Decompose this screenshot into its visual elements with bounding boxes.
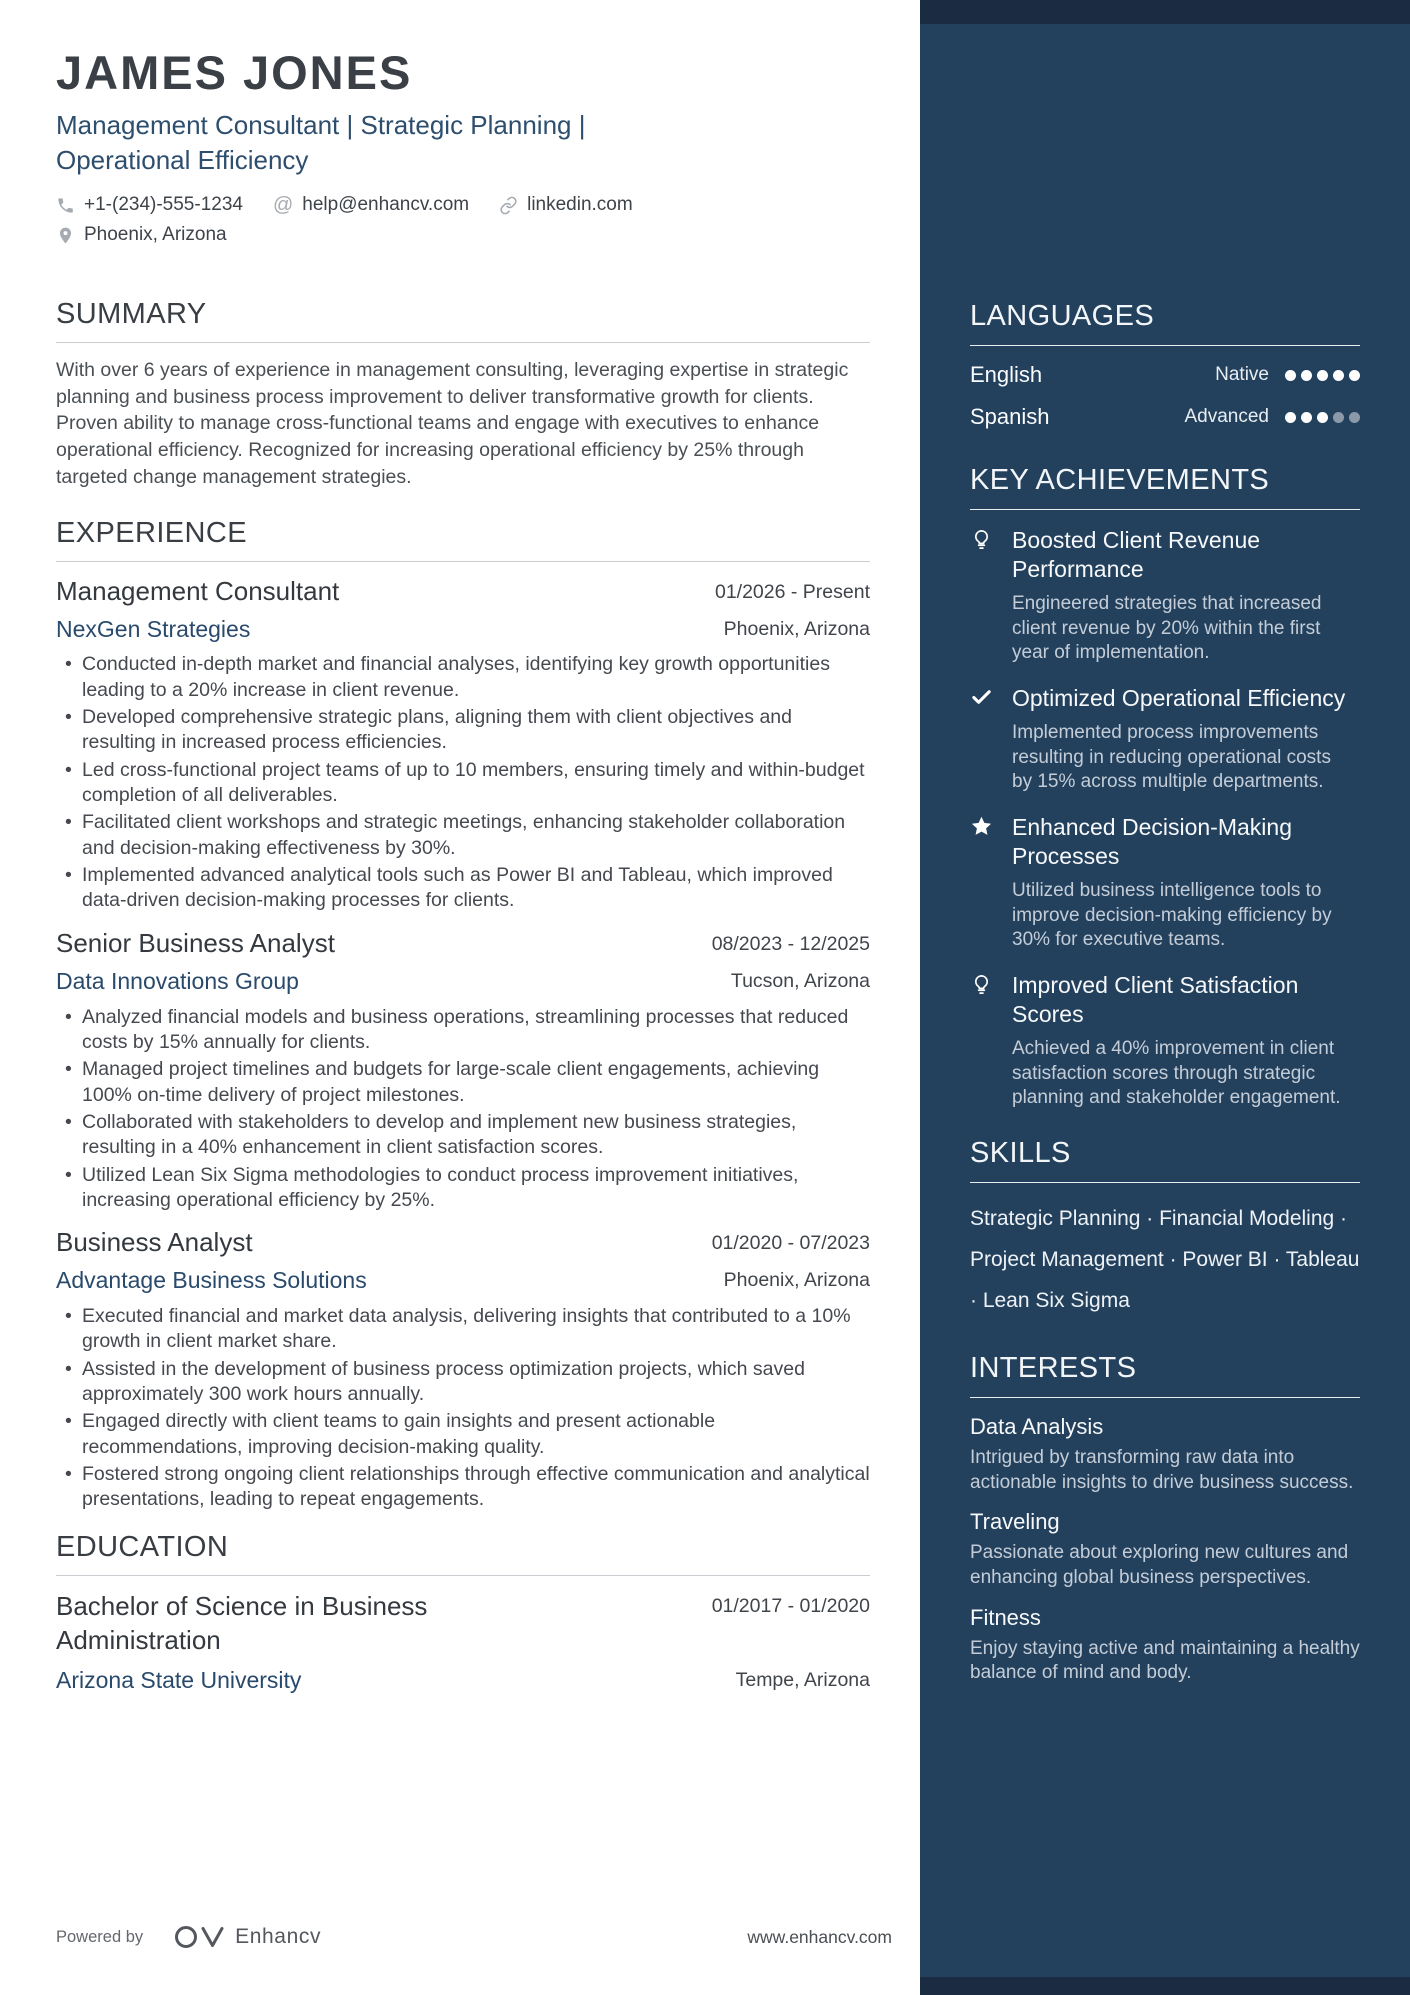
job-sub-row (56, 616, 870, 644)
achievement-text: Engineered strategies that increased client revenue by 20% within the first year of implementation. (1012, 592, 1322, 664)
skills-heading: SKILLS (970, 1137, 1071, 1170)
job-head-row (56, 928, 870, 959)
skills-section (970, 1137, 1360, 1322)
job-sub-row (56, 968, 870, 996)
enhancv-logo-icon[interactable] (173, 1924, 225, 1950)
achievements-list (970, 526, 1360, 1111)
section-divider (56, 342, 870, 343)
interest-item (970, 1414, 1360, 1495)
language-name: English (970, 362, 1043, 387)
achievements-section (970, 464, 1360, 1111)
achievement-title: Enhanced Decision-Making Processes (1012, 814, 1292, 869)
proficiency-dot (1317, 370, 1328, 381)
bullet-item: • Analyzed financial models and business operations, streamlining processes that reduced costs by 15% annually for clients. (56, 1005, 870, 1056)
job-dates: 01/2026 - Present (714, 580, 870, 603)
footer-url[interactable]: www.enhancv.com (747, 1926, 892, 1947)
education-school: Arizona State University (56, 1667, 302, 1694)
sidebar-top-strip (920, 0, 1410, 24)
contact-item[interactable] (273, 194, 469, 216)
job-bullets (56, 652, 870, 913)
achievement-text: Utilized business intelligence tools to improve decision-making efficiency by 30% for executive teams. (1012, 879, 1332, 951)
education-head-row (56, 1590, 870, 1658)
section-divider (56, 1575, 870, 1576)
proficiency-dot (1349, 412, 1360, 423)
job-entry (56, 576, 870, 914)
interests-heading: INTERESTS (970, 1351, 1137, 1384)
job-entry (56, 928, 870, 1214)
bullet-item: • Engaged directly with client teams to gain insights and present actionable recommendations, improving decision-making quality. (56, 1409, 870, 1460)
education-heading: EDUCATION (56, 1530, 229, 1563)
resume-header (56, 48, 870, 246)
achievement-text: Achieved a 40% improvement in client satisfaction scores through strategic planning and stakeholder engagement. (1012, 1037, 1341, 1109)
section-divider (970, 509, 1360, 510)
achievement-body (1012, 526, 1360, 666)
achievement-item (970, 526, 1360, 666)
achievement-title: Boosted Client Revenue Performance (1012, 527, 1261, 582)
section-divider (56, 561, 870, 562)
interest-item (970, 1605, 1360, 1686)
achievement-body (1012, 971, 1360, 1111)
job-head-row (56, 576, 870, 607)
bullet-item: • Collaborated with stakeholders to develop and implement new business strategies, resulting in a 40% enhancement in client satisfaction scores. (56, 1110, 870, 1161)
section-divider (970, 345, 1360, 346)
language-row (970, 404, 1360, 430)
interests-list (970, 1414, 1360, 1686)
proficiency-dot (1317, 412, 1328, 423)
language-level: Native (1215, 364, 1269, 385)
star-icon (970, 813, 996, 953)
job-bullets (56, 1304, 870, 1513)
achievement-body (1012, 684, 1345, 795)
location-row (56, 224, 870, 246)
job-company: NexGen Strategies (56, 615, 251, 642)
language-dots (1285, 412, 1360, 423)
achievement-title: Improved Client Satisfaction Scores (1012, 972, 1299, 1027)
lightbulb-icon (970, 971, 996, 1111)
achievements-heading: KEY ACHIEVEMENTS (970, 464, 1270, 496)
proficiency-dot (1285, 412, 1296, 423)
proficiency-dot (1333, 412, 1344, 423)
languages-heading: LANGUAGES (970, 300, 1155, 332)
language-dots (1285, 370, 1360, 381)
achievement-item (970, 813, 1360, 953)
job-title: Management Consultant (56, 575, 340, 606)
education-section (56, 1531, 870, 1695)
summary-heading: SUMMARY (56, 298, 207, 330)
bullet-item: • Implemented advanced analytical tools such as Power BI and Tableau, which improved data-driven decision-making processes for clients. (56, 863, 870, 914)
language-level: Advanced (1184, 406, 1269, 427)
contact-item[interactable] (56, 194, 243, 216)
contact-label: help@enhancv.com (302, 194, 470, 215)
achievement-text: Implemented process improvements resulting in reducing operational costs by 15% across multiple departments. (1012, 721, 1331, 793)
contact-item[interactable] (499, 194, 633, 216)
lightbulb-icon (970, 526, 996, 666)
job-title: Business Analyst (56, 1227, 253, 1258)
achievement-item (970, 971, 1360, 1111)
job-location: Phoenix, Arizona (723, 1269, 870, 1292)
bullet-item: • Facilitated client workshops and strategic meetings, enhancing stakeholder collaboration and decision-making effectiveness by 30%. (56, 810, 870, 861)
location-pin-icon (56, 226, 75, 245)
skills-list: Strategic Planning · Financial Modeling · Project Management · Power BI · Tableau · Lean Six Sigma (970, 1207, 1360, 1312)
person-title: Management Consultant | Strategic Planning | Operational Efficiency (56, 109, 586, 175)
bullet-item: • Managed project timelines and budgets for large-scale client engagements, achieving 100% on-time delivery of project milestones. (56, 1057, 870, 1108)
interest-text: Enjoy staying active and maintaining a healthy balance of mind and body. (970, 1637, 1360, 1684)
bullet-item: • Assisted in the development of business process optimization projects, which saved approximately 300 work hours annually. (56, 1357, 870, 1408)
job-sub-row (56, 1267, 870, 1295)
summary-section (56, 298, 870, 491)
proficiency-dot (1349, 370, 1360, 381)
job-bullets (56, 1005, 870, 1214)
bullet-item: • Developed comprehensive strategic plans, aligning them with client objectives and resulting in increased process efficiencies. (56, 705, 870, 756)
languages-section (970, 300, 1360, 430)
contact-label: Phoenix, Arizona (84, 224, 227, 245)
job-company: Data Innovations Group (56, 967, 299, 994)
page-footer (56, 1924, 892, 1950)
languages-list (970, 362, 1360, 430)
interest-text: Passionate about exploring new cultures and enhancing global business perspectives. (970, 1542, 1349, 1588)
contact-row (56, 194, 870, 216)
proficiency-dot (1301, 370, 1312, 381)
interest-text: Intrigued by transforming raw data into actionable insights to drive business success. (970, 1446, 1354, 1493)
language-row (970, 362, 1360, 388)
link-icon (499, 196, 518, 215)
education-dates: 01/2017 - 01/2020 (711, 1594, 870, 1617)
job-location: Tucson, Arizona (730, 969, 870, 992)
proficiency-dot (1301, 412, 1312, 423)
powered-by-label: Powered by (56, 1927, 144, 1946)
job-entry (56, 1227, 870, 1513)
interest-title: Fitness (970, 1604, 1041, 1630)
at-icon: @ (272, 194, 294, 216)
phone-icon (56, 196, 75, 215)
interests-section (970, 1352, 1360, 1686)
job-dates: 01/2020 - 07/2023 (711, 1232, 870, 1255)
job-head-row (56, 1227, 870, 1258)
summary-text: With over 6 years of experience in management consulting, leveraging expertise in strategic planning and business process improvement to deliver transformative growth for clients. Proven ability to manage cross-functional teams and engage with executives to enhance operational efficiency. Recognized for increasing operational efficiency by 25% through targeted change management strategies. (56, 359, 849, 488)
job-company: Advantage Business Solutions (56, 1267, 367, 1294)
interest-title: Data Analysis (970, 1413, 1104, 1439)
person-name: JAMES JONES (56, 46, 413, 99)
education-location: Tempe, Arizona (735, 1669, 870, 1692)
contact-label: +1-(234)-555-1234 (84, 194, 243, 215)
interest-title: Traveling (970, 1509, 1060, 1535)
proficiency-dot (1333, 370, 1344, 381)
bullet-item: • Executed financial and market data analysis, delivering insights that contributed to a 10% growth in client market share. (56, 1304, 870, 1355)
bullet-item: • Utilized Lean Six Sigma methodologies to conduct process improvement initiatives, increasing operational efficiency by 25%. (56, 1163, 870, 1214)
contact-label: linkedin.com (527, 194, 633, 215)
bullet-item: • Led cross-functional project teams of up to 10 members, ensuring timely and within-budget completion of all deliverables. (56, 758, 870, 809)
language-name: Spanish (970, 404, 1050, 429)
education-school-row (56, 1667, 870, 1694)
section-divider (970, 1397, 1360, 1398)
sidebar-bottom-strip (920, 1977, 1410, 1995)
section-divider (970, 1182, 1360, 1183)
brand-name[interactable]: Enhancv (235, 1925, 322, 1948)
jobs-list (56, 576, 870, 1513)
bullet-item: • Fostered strong ongoing client relationships through effective communication and analytical presentations, leading to repeat engagements. (56, 1462, 870, 1513)
sidebar (920, 0, 1410, 1995)
job-location: Phoenix, Arizona (723, 617, 870, 640)
achievement-title: Optimized Operational Efficiency (1012, 685, 1346, 711)
job-title: Senior Business Analyst (56, 927, 335, 958)
check-icon (970, 684, 996, 795)
bullet-item: • Conducted in-depth market and financial analyses, identifying key growth opportunities leading to a 20% increase in client revenue. (56, 652, 870, 703)
contact-item[interactable] (56, 224, 227, 246)
experience-section (56, 517, 870, 1513)
job-dates: 08/2023 - 12/2025 (711, 932, 870, 955)
degree-title: Bachelor of Science in Business Administration (56, 1590, 428, 1655)
interest-item (970, 1509, 1360, 1590)
achievement-item (970, 684, 1360, 795)
proficiency-dot (1285, 370, 1296, 381)
experience-heading: EXPERIENCE (56, 516, 247, 549)
achievement-body (1012, 813, 1360, 953)
